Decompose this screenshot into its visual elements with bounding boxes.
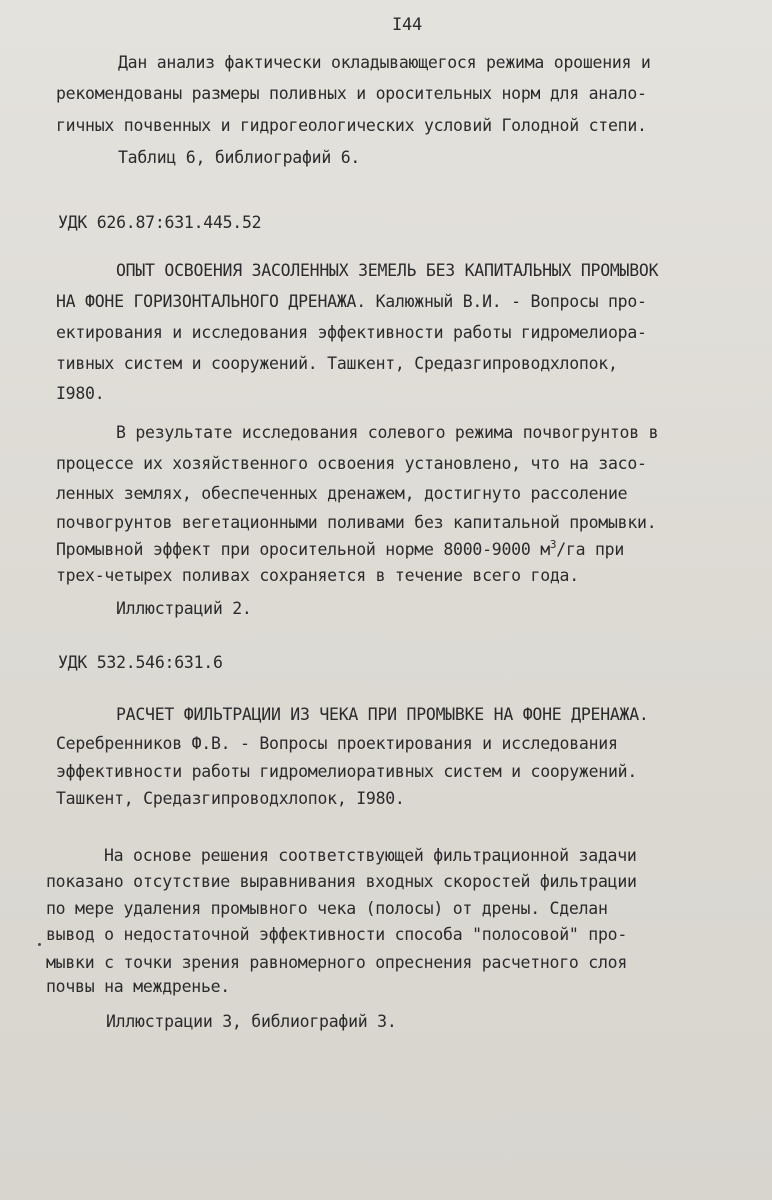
- entry1-abstract-line-2: процессе их хозяйственного освоения установлено, что на засо-: [56, 454, 647, 473]
- entry1-citation-line-1: ОПЫТ ОСВОЕНИЯ ЗАСОЛЕННЫХ ЗЕМЕЛЬ БЕЗ КАПИТАЛЬНЫХ ПРОМЫВОК: [116, 261, 659, 280]
- entry1-udk: УДК 626.87:631.445.52: [58, 213, 262, 232]
- entry1-citation-line-3: ектирования и исследования эффективности работы гидромелиора-: [56, 323, 647, 342]
- entry2-abstract-line-6: почвы на междренье.: [46, 977, 230, 996]
- entry1-superscript: 3: [549, 538, 557, 551]
- entry2-abstract-line-4: вывод о недостаточной эффективности способа "полосовой" про-: [46, 925, 628, 944]
- entry2-abstract-line-5: мывки с точки зрения равномерного опреснения расчетного слоя: [46, 953, 628, 972]
- entry1-citation-line-2: НА ФОНЕ ГОРИЗОНТАЛЬНОГО ДРЕНАЖА. Калюжный В.И. - Вопросы про-: [56, 292, 647, 311]
- intro-footnote: Таблиц 6, библиографий 6.: [118, 148, 361, 167]
- entry1-abstract-line-5-text: Промывной эффект при оросительной норме 8000-9000 м: [56, 540, 550, 559]
- entry1-footnote: Иллюстраций 2.: [116, 599, 252, 618]
- entry1-abstract-line-1: В результате исследования солевого режима почвогрунтов в: [116, 423, 659, 442]
- entry2-citation-line-3: эффективности работы гидромелиоративных систем и сооружений.: [56, 762, 638, 781]
- entry2-citation-line-1: РАСЧЕТ ФИЛЬТРАЦИИ ИЗ ЧЕКА ПРИ ПРОМЫВКЕ НА ФОНЕ ДРЕНАЖА.: [116, 705, 649, 724]
- entry1-abstract-line-4: почвогрунтов вегетационными поливами без капитальной промывки.: [56, 513, 657, 532]
- entry1-abstract-line-5-unit: /га при: [556, 540, 625, 559]
- entry2-udk: УДК 532.546:631.6: [58, 653, 223, 672]
- entry2-citation-line-4: Ташкент, Средазгипроводхлопок, I980.: [56, 789, 405, 808]
- entry1-abstract-line-6: трех-четырех поливах сохраняется в течение всего года.: [56, 566, 579, 585]
- intro-line-2: рекомендованы размеры поливных и оросительных норм для анало-: [56, 84, 647, 103]
- entry2-abstract-line-3: по мере удаления промывного чека (полосы) от дрены. Сделан: [46, 899, 608, 918]
- ink-speck: [38, 943, 41, 946]
- entry1-citation-line-4: тивных систем и сооружений. Ташкент, Средазгипроводхлопок,: [56, 354, 618, 373]
- entry1-abstract-line-5: [56, 540, 624, 562]
- intro-line-3: гичных почвенных и гидрогеологических условий Голодной степи.: [56, 116, 647, 135]
- intro-line-1: Дан анализ фактически окладывающегося режима орошения и: [118, 53, 651, 72]
- entry2-abstract-line-1: На основе решения соответствующей фильтрационной задачи: [104, 846, 637, 865]
- entry2-footnote: Иллюстрации 3, библиографий 3.: [106, 1012, 397, 1031]
- entry2-citation-line-2: Серебренников Ф.В. - Вопросы проектирования и исследования: [56, 734, 618, 753]
- entry1-abstract-line-3: ленных землях, обеспеченных дренажем, достигнуто рассоление: [56, 484, 628, 503]
- entry2-abstract-line-2: показано отсутствие выравнивания входных скоростей фильтрации: [46, 872, 637, 891]
- page-number: I44: [392, 15, 422, 35]
- entry1-citation-line-5: I980.: [56, 384, 105, 403]
